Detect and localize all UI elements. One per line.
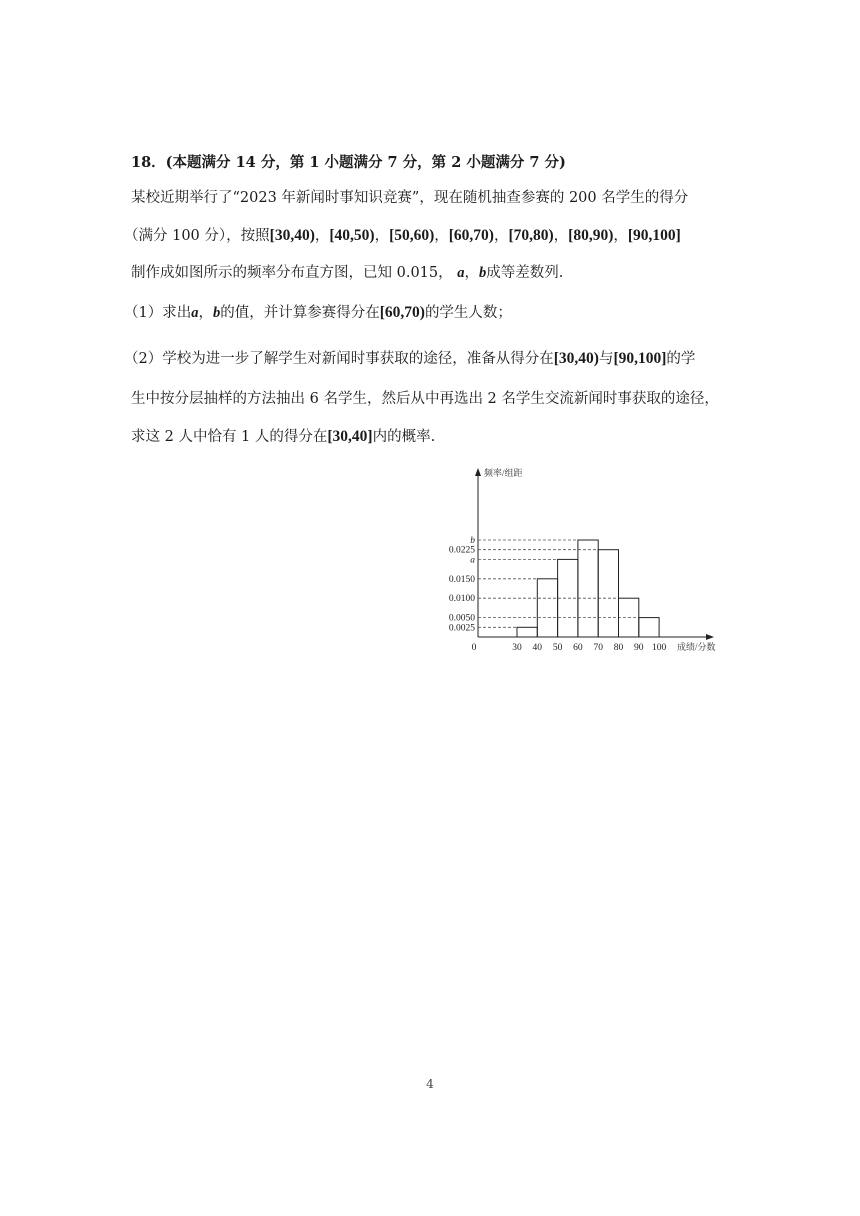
separator: ，: [613, 228, 628, 244]
x-axis-arrow: [706, 634, 714, 640]
y-axis-label: 频率/组距: [484, 468, 523, 478]
y-tick-label-1: 0.0225: [448, 545, 475, 556]
interval-70-80: [70,80): [508, 227, 554, 244]
interval-30-40-closed: [30,40]: [327, 428, 373, 445]
x-tick-label-60: 60: [573, 643, 583, 653]
bar-40-50: [537, 579, 557, 637]
interval-30-40: [30,40): [269, 227, 315, 244]
variable-b: b: [212, 305, 221, 321]
y-tick-label-3: 0.0150: [448, 574, 475, 585]
separator: ，: [374, 228, 390, 244]
part1-prefix: （1）求出: [124, 305, 192, 321]
bar-70-80: [598, 550, 618, 637]
separator: ，: [493, 228, 509, 244]
problem-line-8: [131, 425, 435, 446]
line4-text: 制作成如图所示的频率分布直方图，已知 0.015，: [131, 265, 453, 281]
interval-50-60: [50,60): [389, 227, 435, 244]
part1-mid: ，: [198, 305, 213, 321]
problem-line-7: 生中按分层抽样的方法抽出 6 名学生，然后从中再选出 2 名学生交流新闻时事获取的途径，: [131, 391, 719, 407]
line4-end: 成等差数列.: [486, 265, 564, 281]
part1-end: 的学生人数；: [424, 305, 512, 321]
variable-a: a: [191, 305, 199, 321]
separator: ，: [553, 228, 569, 244]
problem-part-1: [124, 301, 512, 322]
y-tick-label-4: 0.0100: [448, 594, 475, 605]
x-tick-label-50: 50: [552, 643, 563, 653]
y-tick-label-6: 0.0025: [448, 623, 475, 634]
y-axis-arrow: [475, 468, 481, 476]
y-tick-label-0: b: [470, 536, 475, 546]
x-tick-label-80: 80: [613, 643, 624, 653]
bar-60-70: [578, 540, 598, 637]
interval-30-40: [30,40): [553, 350, 599, 367]
x-tick-label-70: 70: [593, 643, 603, 653]
y-tick-label-5: 0.0050: [448, 613, 475, 624]
problem-line-2: 某校近期举行了“2023 年新闻时事知识竞赛”，现在随机抽查参赛的 200 名学生的得分: [131, 190, 689, 206]
line8-end: 内的概率.: [372, 429, 436, 445]
interval-60-70: [60,70): [448, 227, 494, 244]
origin-label: 0: [471, 643, 477, 653]
x-tick-label-90: 90: [634, 643, 644, 653]
separator: ，: [464, 265, 479, 281]
variable-b: b: [478, 265, 487, 281]
x-tick-label-30: 30: [512, 643, 522, 653]
part2-mid: 与: [598, 351, 614, 367]
x-tick-label-40: 40: [532, 643, 543, 653]
part1-text: 的值，并计算参赛得分在: [220, 305, 380, 321]
x-tick-label-100: 100: [651, 643, 667, 653]
problem-line-3: [124, 224, 681, 245]
interval-40-50: [40,50): [329, 227, 375, 244]
interval-90-100: [90,100]: [613, 350, 667, 367]
separator: ，: [434, 228, 449, 244]
interval-80-90: [80,90): [568, 227, 614, 244]
page-number: 4: [426, 1077, 434, 1091]
problem-part-2: [124, 347, 695, 368]
bar-90-100: [639, 618, 659, 637]
separator: ，: [314, 228, 330, 244]
part2-end: 的学: [666, 351, 696, 367]
bar-30-40: [517, 627, 537, 637]
line8-prefix: 求这 2 人中恰有 1 人的得分在: [131, 429, 328, 445]
part2-prefix: （2）学校为进一步了解学生对新闻时事获取的途径，准备从得分在: [124, 351, 554, 367]
x-axis-label: 成绩/分数: [677, 642, 716, 652]
variable-a: a: [457, 265, 465, 281]
frequency-histogram: [430, 460, 750, 665]
y-tick-label-2: a: [470, 555, 475, 566]
interval-90-100: [90,100]: [627, 227, 681, 244]
line3-prefix: （满分 100 分），按照: [124, 228, 270, 244]
interval-60-70: [60,70): [379, 304, 425, 321]
problem-header: 18．(本题满分 14 分，第 1 小题满分 7 分，第 2 小题满分 7 分): [131, 154, 566, 171]
problem-line-4: [131, 261, 563, 282]
